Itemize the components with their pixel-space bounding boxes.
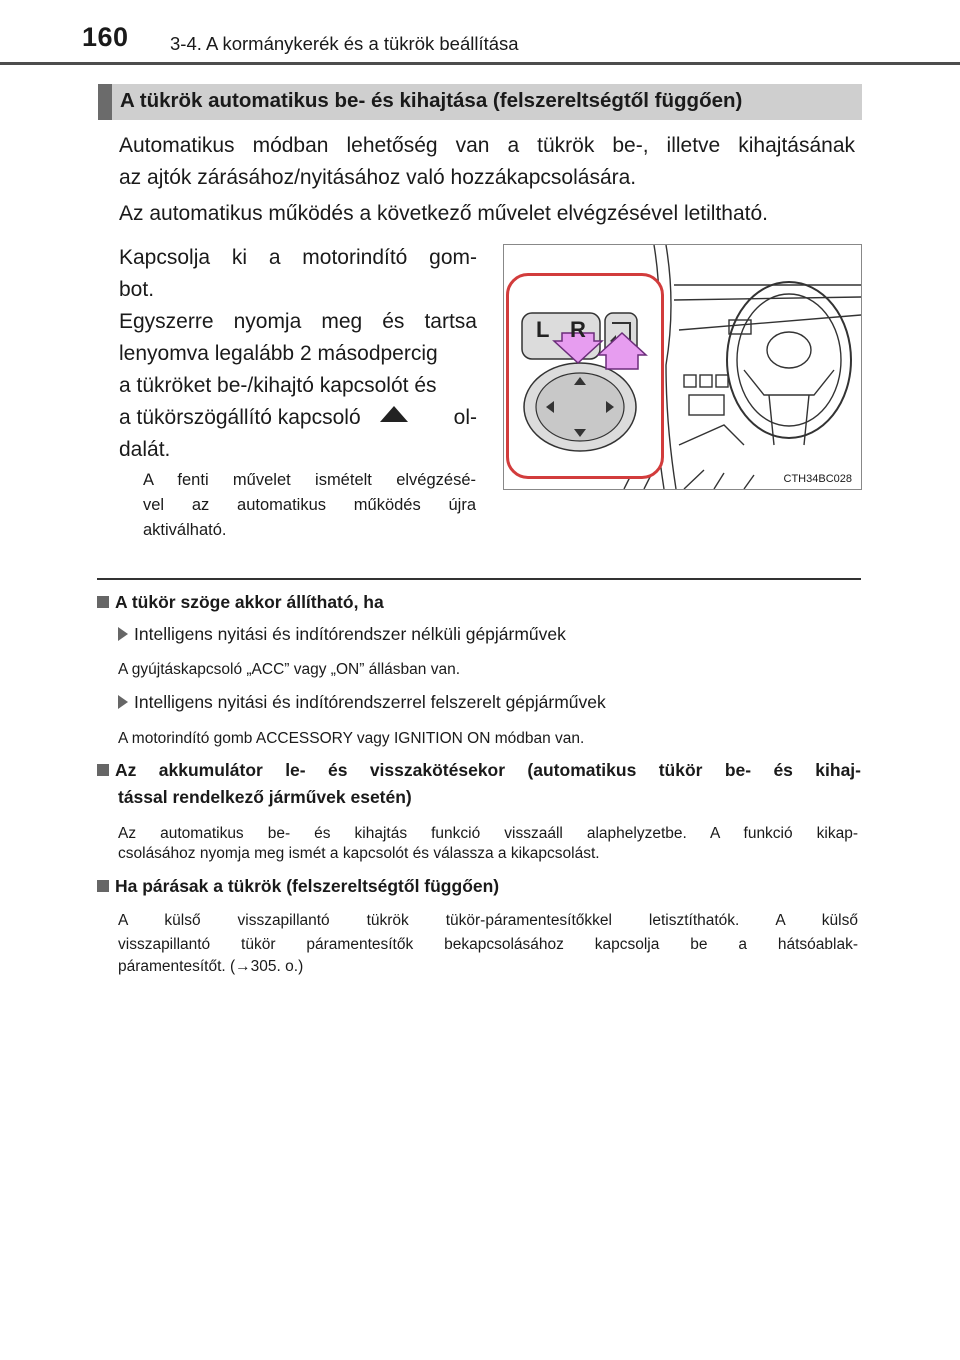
- triangle-bullet-icon: [118, 695, 128, 709]
- section-heading: [98, 84, 862, 120]
- step2-line4-end: ol-: [453, 406, 477, 429]
- info-body-3-line3-a: páramentesítőt. (: [118, 958, 236, 975]
- info-heading-2-line2: tással rendelkező járművek esetén): [118, 787, 412, 807]
- info-heading-2-line1: [97, 760, 861, 781]
- info-body-3-line2: visszapillantó tükör páramentesítők bekapcsolásához kapcsolja be a hátsóablak-: [118, 936, 858, 953]
- chapter-title: 3-4. A kormánykerék és a tükrök beállítása: [170, 33, 519, 54]
- info-heading-3-text: Ha párásak a tükrök (felszereltségtől függően): [115, 876, 500, 896]
- disable-instruction: Az automatikus működés a következő művelet elvégzésével letiltható.: [119, 202, 769, 225]
- intro-line-2: az ajtók zárásához/nyitásához való hozzákapcsolására.: [119, 166, 637, 189]
- page-number: 160: [82, 22, 129, 52]
- step2-line1: Egyszerre nyomja meg és tartsa: [119, 310, 477, 333]
- header-rule: [0, 62, 960, 65]
- info-sub-2: [118, 692, 606, 713]
- right-arrow-icon: →: [235, 958, 251, 975]
- info-sub-1-text: Intelligens nyitási és indítórendszer nélküli gépjárművek: [134, 624, 566, 644]
- up-triangle-icon: [380, 406, 408, 422]
- step2-line3: a tükröket be-/kihajtó kapcsolót és: [119, 374, 437, 397]
- info-heading-3: [97, 876, 499, 897]
- intro-line-1: Automatikus módban lehetőség van a tükrök be-, illetve kihajtásának: [119, 134, 855, 157]
- info-heading-1: [97, 592, 384, 613]
- switch-panel-drawing: [504, 245, 861, 489]
- heading-accent-bar: [98, 84, 112, 120]
- page-reference-link[interactable]: 305. o.): [250, 958, 304, 975]
- info-body-3-line1: A külső visszapillantó tükrök tükör-páramentesítőkkel letisztíthatók. A külső: [118, 912, 858, 929]
- step1-line2: bot.: [119, 278, 155, 301]
- info-sub-1: [118, 624, 566, 645]
- figure-code: CTH34BC028: [781, 473, 855, 485]
- section-title: A tükrök automatikus be- és kihajtása (felszereltségtől függően): [120, 89, 743, 112]
- info-heading-1-text: A tükör szöge akkor állítható, ha: [115, 592, 384, 612]
- note-line1: A fenti művelet ismételt elvégzésé-: [143, 471, 476, 489]
- info-body-2-line1: Az automatikus be- és kihajtás funkció visszaáll alaphelyzetbe. A funkció kikap-: [118, 825, 858, 842]
- switch-label-right: R: [570, 317, 586, 342]
- info-heading-2-text: Az akkumulátor le- és visszakötésekor (automatikus tükör be- és kihaj-: [115, 760, 861, 780]
- square-bullet-icon: [97, 880, 109, 892]
- note-line3: aktiválható.: [143, 521, 227, 539]
- step2-line5: dalát.: [119, 438, 171, 461]
- step2-line4: [119, 402, 477, 434]
- info-sub-2-text: Intelligens nyitási és indítórendszerrel felszerelt gépjárművek: [134, 692, 606, 712]
- step1-line1: Kapcsolja ki a motorindító gom-: [119, 246, 477, 269]
- step2-line2: lenyomva legalább 2 másodpercig: [119, 342, 438, 365]
- square-bullet-icon: [97, 764, 109, 776]
- info-sub-2-body: A motorindító gomb ACCESSORY vagy IGNITION ON módban van.: [118, 730, 585, 747]
- info-body-3-line3: [118, 958, 303, 976]
- info-body-2-line2: csolásához nyomja meg ismét a kapcsolót és válassza a kikapcsolást.: [118, 845, 600, 862]
- section-divider: [97, 578, 861, 580]
- triangle-bullet-icon: [118, 627, 128, 641]
- step2-line4-text: a tükörszögállító kapcsoló: [119, 406, 361, 429]
- note-line2: vel az automatikus működés újra: [143, 496, 476, 514]
- switch-label-left: L: [536, 317, 550, 342]
- square-bullet-icon: [97, 596, 109, 608]
- mirror-switch-illustration: [503, 244, 862, 490]
- info-sub-1-body: A gyújtáskapcsoló „ACC” vagy „ON” állásban van.: [118, 661, 461, 678]
